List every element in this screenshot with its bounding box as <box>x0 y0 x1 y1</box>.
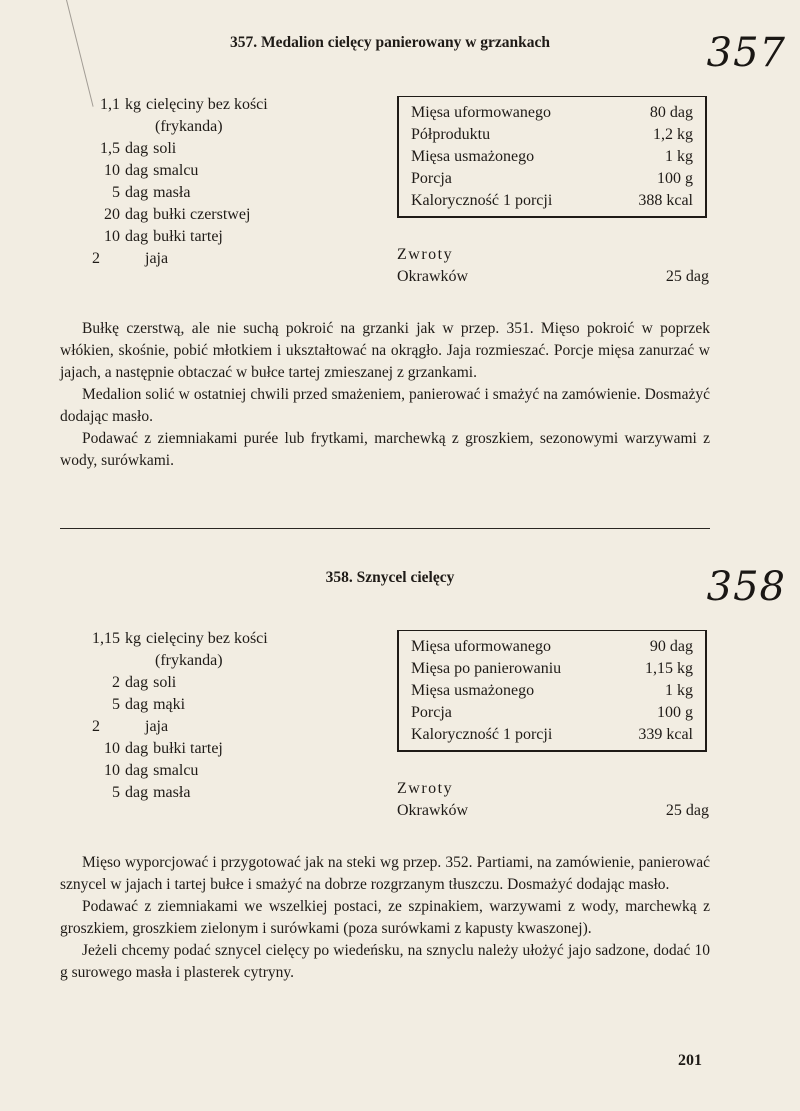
ingredient-row: 5 dag mąki <box>112 696 186 713</box>
yield-table <box>397 96 707 218</box>
ingredient-row: 1,15 kg cielęciny bez kości <box>92 630 268 647</box>
yield-row: Mięsa usmażonego 1 kg <box>411 682 693 699</box>
ingredient-row: 10 dag bułki tartej <box>104 228 223 245</box>
returns-section <box>397 244 709 288</box>
returns-heading: Zwroty <box>397 246 454 263</box>
yield-table <box>397 630 707 752</box>
returns-row: Okrawków 25 dag <box>397 268 709 285</box>
ingredient-row: (frykanda) <box>155 118 223 135</box>
yield-row: Mięsa uformowanego 80 dag <box>411 104 693 121</box>
instruction-paragraph: Mięso wyporcjować i przygotować jak na steki wg przep. 352. Partiami, na zamówienie, panierować sznycel w jajach i tartej bułce i smażyć na dobrze rozgrzanym tłuszczu. Dosmażyć dodając masło. <box>60 854 710 893</box>
instruction-paragraph: Bułkę czerstwą, ale nie suchą pokroić na grzanki jak w przep. 351. Mięso pokroić w poprzek włókien, skośnie, pobić młotkiem i ukształtować na okrągło. Jaja rozmieszać. Porcje mięsa zanurzać w jajach, a następnie obtaczać w bułce tartej zmieszanej z grzankami. <box>60 320 710 381</box>
recipe-instructions <box>60 852 710 984</box>
recipe-title: 358. Sznycel cielęcy <box>325 569 455 586</box>
instruction-paragraph: Podawać z ziemniakami we wszelkiej postaci, ze szpinakiem, warzywami z wody, marchewką z groszkiem, groszkiem zielonym i surówkami (poza surówkami z kapusty kwaszonej). <box>60 898 710 937</box>
ingredient-row: 2 jaja <box>92 250 169 267</box>
returns-section <box>397 778 709 822</box>
ingredient-row: 1,5 dag soli <box>100 140 177 157</box>
ingredient-row: 1,1 kg cielęciny bez kości <box>100 96 268 113</box>
ingredients-list <box>60 94 360 270</box>
yield-row: Porcja 100 g <box>411 170 693 187</box>
ingredient-row: 5 dag masła <box>112 184 191 201</box>
yield-row: Mięsa po panierowaniu 1,15 kg <box>411 660 693 677</box>
recipe-instructions <box>60 318 710 472</box>
page-number: 201 <box>678 1052 702 1069</box>
instruction-paragraph: Jeżeli chcemy podać sznycel cielęcy po wiedeńsku, na sznyclu należy ułożyć jajo sadzone, dodać 10 g surowego masła i plasterek cytryny. <box>60 942 710 981</box>
instruction-paragraph: Medalion solić w ostatniej chwili przed smażeniem, panierować i smażyć na zamówienie. Dosmażyć dodając masło. <box>60 386 710 425</box>
recipe-number-marker: 357 <box>706 30 786 76</box>
instruction-paragraph: Podawać z ziemniakami purée lub frytkami, marchewką z groszkiem, sezonowymi warzywami z wody, surówkami. <box>60 430 710 469</box>
margin-mark <box>66 0 123 107</box>
yield-row: Kaloryczność 1 porcji 388 kcal <box>411 192 693 209</box>
yield-row: Porcja 100 g <box>411 704 693 721</box>
yield-row: Mięsa uformowanego 90 dag <box>411 638 693 655</box>
ingredient-row: 10 dag bułki tartej <box>104 740 223 757</box>
yield-row: Kaloryczność 1 porcji 339 kcal <box>411 726 693 743</box>
recipe-number-marker: 358 <box>706 564 786 610</box>
returns-row: Okrawków 25 dag <box>397 802 709 819</box>
ingredient-row: 10 dag smalcu <box>104 162 199 179</box>
section-divider <box>60 528 710 529</box>
ingredient-row: 10 dag smalcu <box>104 762 199 779</box>
recipe-title: 357. Medalion cielęcy panierowany w grzankach <box>229 34 551 51</box>
returns-heading: Zwroty <box>397 780 454 797</box>
ingredient-row: 20 dag bułki czerstwej <box>104 206 251 223</box>
yield-row: Mięsa usmażonego 1 kg <box>411 148 693 165</box>
ingredient-row: 5 dag masła <box>112 784 191 801</box>
ingredient-row: 2 dag soli <box>112 674 177 691</box>
ingredient-row: 2 jaja <box>92 718 169 735</box>
ingredient-row: (frykanda) <box>155 652 223 669</box>
yield-row: Półproduktu 1,2 kg <box>411 126 693 143</box>
ingredients-list <box>60 628 360 804</box>
